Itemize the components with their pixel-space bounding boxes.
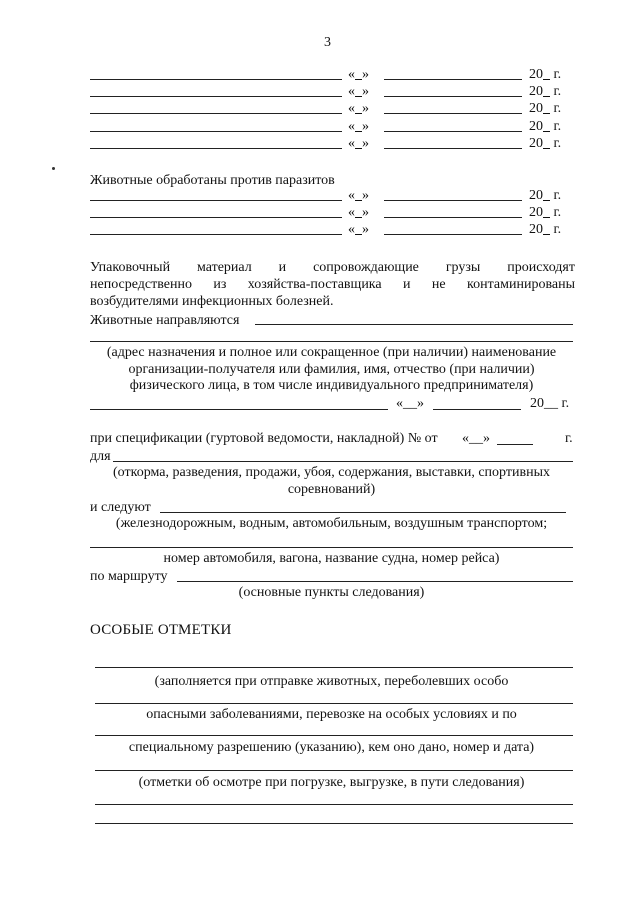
- special-marks-hint-1: (заполняется при отправке животных, переболевших особо: [154, 674, 509, 689]
- date-month-field[interactable]: [384, 131, 522, 132]
- destination-field-2[interactable]: [90, 341, 573, 342]
- purpose-field[interactable]: [113, 461, 573, 462]
- date-month-field[interactable]: [384, 148, 522, 149]
- purpose-hint-2: соревнований): [287, 482, 376, 497]
- signature-field[interactable]: [90, 96, 342, 97]
- transport-field[interactable]: [160, 512, 566, 513]
- special-marks-hint-3: специальному разрешению (указанию), кем оно дано, номер и дата): [128, 740, 535, 755]
- signature-field[interactable]: [90, 234, 342, 235]
- date-day-quote: « »: [348, 136, 369, 151]
- specification-date-quote: «__»: [462, 431, 490, 446]
- purpose-hint-1: (откорма, разведения, продажи, убоя, содержания, выставки, спортивных: [113, 465, 550, 480]
- signature-field[interactable]: [90, 131, 342, 132]
- date-month-field[interactable]: [384, 113, 522, 114]
- transport-field-2[interactable]: [90, 547, 573, 548]
- date-year: 20 г.: [529, 222, 562, 237]
- destination-field[interactable]: [255, 324, 573, 325]
- signature-field[interactable]: [90, 113, 342, 114]
- page-number: 3: [324, 35, 331, 50]
- route-label: по маршруту: [90, 569, 168, 584]
- scan-dot: [52, 167, 55, 170]
- date-day-quote: « »: [348, 188, 369, 203]
- parasites-title: Животные обработаны против паразитов: [90, 173, 335, 188]
- signature-field[interactable]: [90, 200, 342, 201]
- packaging-line-2: непосредственно из хозяйства-поставщика и не контаминированы: [90, 277, 575, 292]
- destination-signature-field[interactable]: [90, 409, 388, 410]
- transport-hint-2: номер автомобиля, вагона, название судна, номер рейса): [163, 551, 500, 566]
- route-hint: (основные пункты следования): [238, 585, 425, 600]
- destination-hint-3: физического лица, в том числе индивидуального предпринимателя): [129, 378, 534, 393]
- date-year: 20 г.: [529, 101, 562, 116]
- date-year: 20 г.: [529, 84, 562, 99]
- special-marks-field-4[interactable]: [95, 770, 573, 771]
- purpose-label: для: [90, 449, 111, 464]
- date-month-field[interactable]: [384, 96, 522, 97]
- destination-hint-2: организации-получателя или фамилия, имя, отчество (при наличии): [128, 362, 535, 377]
- special-marks-field-6[interactable]: [95, 823, 573, 824]
- special-marks-field-5[interactable]: [95, 804, 573, 805]
- date-year: 20 г.: [529, 67, 562, 82]
- date-day-quote: « »: [348, 222, 369, 237]
- date-day-quote: « »: [348, 101, 369, 116]
- special-marks-hint-2: опасными заболеваниями, перевозке на особых условиях и по: [146, 707, 517, 722]
- transport-label: и следуют: [90, 500, 151, 515]
- date-month-field[interactable]: [384, 200, 522, 201]
- destination-date-quote: «__»: [396, 396, 424, 411]
- date-day-quote: « »: [348, 205, 369, 220]
- date-day-quote: « »: [348, 67, 369, 82]
- date-day-quote: « »: [348, 119, 369, 134]
- special-marks-title: ОСОБЫЕ ОТМЕТКИ: [90, 622, 232, 638]
- packaging-line-3: возбудителями инфекционных болезней.: [90, 294, 334, 309]
- specification-year-field[interactable]: [497, 444, 533, 445]
- signature-field[interactable]: [90, 79, 342, 80]
- date-month-field[interactable]: [384, 217, 522, 218]
- date-year: 20 г.: [529, 188, 562, 203]
- destination-date-field[interactable]: [433, 409, 521, 410]
- destination-hint-1: (адрес назначения и полное или сокращенное (при наличии) наименование: [106, 345, 557, 360]
- date-day-quote: « »: [348, 84, 369, 99]
- transport-hint-1: (железнодорожным, водным, автомобильным, воздушным транспортом;: [115, 516, 548, 531]
- specification-year-suffix: г.: [565, 431, 573, 446]
- specification-label: при спецификации (гуртовой ведомости, накладной) № от: [90, 431, 438, 446]
- special-marks-field-1[interactable]: [95, 667, 573, 668]
- date-month-field[interactable]: [384, 79, 522, 80]
- date-year: 20 г.: [529, 119, 562, 134]
- signature-field[interactable]: [90, 148, 342, 149]
- route-field[interactable]: [177, 581, 573, 582]
- date-year: 20 г.: [529, 136, 562, 151]
- destination-label: Животные направляются: [90, 313, 240, 328]
- date-year: 20 г.: [529, 205, 562, 220]
- special-marks-field-2[interactable]: [95, 703, 573, 704]
- packaging-line-1: Упаковочный материал и сопровождающие грузы происходят: [90, 260, 575, 275]
- destination-year: 20__ г.: [530, 396, 570, 411]
- signature-field[interactable]: [90, 217, 342, 218]
- special-marks-hint-4: (отметки об осмотре при погрузке, выгрузке, в пути следования): [138, 775, 525, 790]
- date-month-field[interactable]: [384, 234, 522, 235]
- special-marks-field-3[interactable]: [95, 735, 573, 736]
